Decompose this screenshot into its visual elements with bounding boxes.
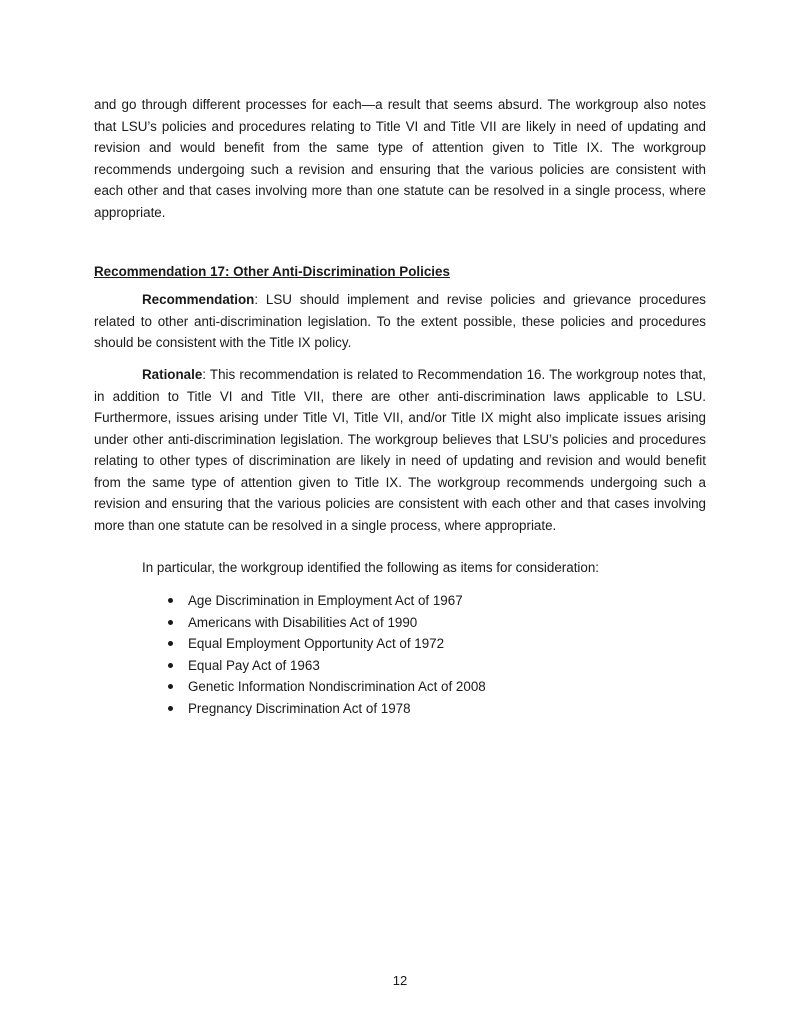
bullet-icon — [168, 620, 173, 625]
list-intro: In particular, the workgroup identified the following as items for consideration: — [142, 560, 600, 575]
bullet-icon — [168, 663, 173, 668]
list-item: Equal Employment Opportunity Act of 1972 — [94, 633, 706, 655]
bullet-icon — [168, 684, 173, 689]
bullet-icon — [168, 706, 173, 711]
list-item: Genetic Information Nondiscrimination Act of 2008 — [94, 676, 706, 698]
intro-paragraph: and go through different processes for each—a result that seems absurd. The workgroup also notes that LSU’s policies and procedures relating to Title VI and Title VII are likely in need of updating and revision and would benefit from the same type of attention given to Title IX. The workgroup recommends undergoing such a revision and ensuring that the various policies are consistent with each other and that cases involving more than one statute can be resolved in a single process, where appropriate. — [94, 97, 706, 220]
recommendation-paragraph — [94, 289, 706, 354]
list-item: Equal Pay Act of 1963 — [94, 655, 706, 677]
recommendation-text: : LSU should implement and revise policies and grievance procedures related to other anti-discrimination legislation. To the extent possible, these policies and procedures should be consistent with the Title IX policy. — [94, 292, 706, 350]
section-heading: Recommendation 17: Other Anti-Discrimination Policies — [94, 264, 450, 279]
rationale-block — [94, 364, 706, 536]
rationale-label: Rationale — [142, 367, 203, 382]
legislation-list — [94, 590, 706, 719]
rationale-text: : This recommendation is related to Recommendation 16. The workgroup notes that, in addition to Title VI and Title VII, there are other anti-discrimination laws applicable to LSU. Furthermore, issues arising under Title VI, Title VII, and/or Title IX might also implicate issues arising under other anti-discrimination legislation. The workgroup believes that LSU’s policies and procedures relating to other types of discrimination are likely in need of updating and revision and would benefit from the same type of attention given to Title IX. The workgroup recommends undergoing such a revision and ensuring that the various policies are consistent with each other and that cases involving more than one statute can be resolved in a single process, where appropriate. — [94, 367, 706, 533]
list-item: Americans with Disabilities Act of 1990 — [94, 612, 706, 634]
rationale-paragraph — [94, 364, 706, 536]
recommendation-block — [94, 289, 706, 354]
document-page — [94, 94, 706, 716]
list-item: Age Discrimination in Employment Act of 1967 — [94, 590, 706, 612]
bullet-icon — [168, 641, 173, 646]
page-number: 12 — [392, 973, 408, 988]
recommendation-label: Recommendation — [142, 292, 255, 307]
bullet-icon — [168, 598, 173, 603]
list-intro-block — [94, 557, 706, 579]
list-item: Pregnancy Discrimination Act of 1978 — [94, 698, 706, 720]
